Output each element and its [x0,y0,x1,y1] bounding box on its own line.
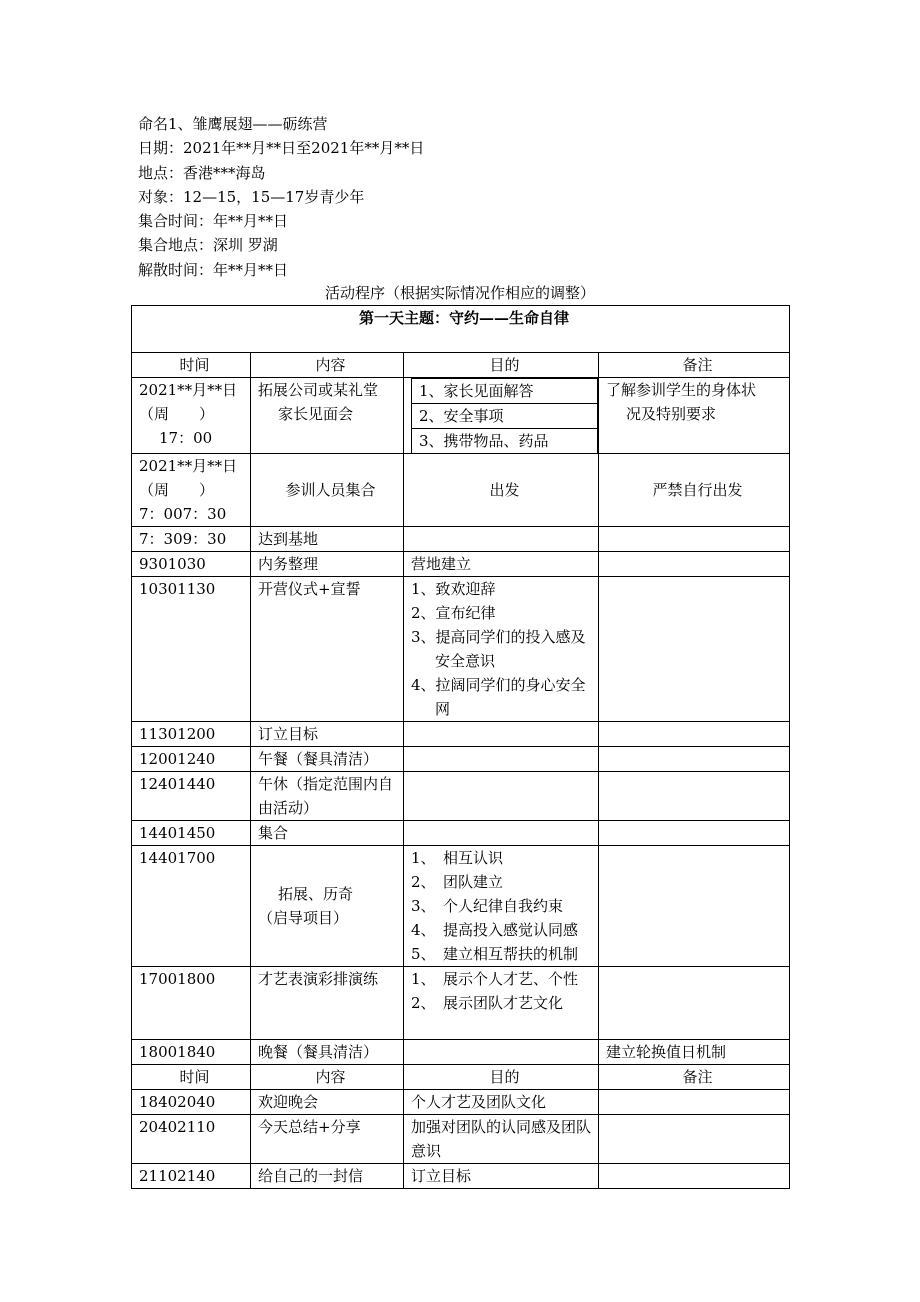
event-target: 对象：12—15，15—17岁青少年 [138,187,365,206]
content-cell: 内务整理 [251,552,404,577]
purpose-item: 2、宣布纪律 [411,604,496,622]
time-cell: 12401440 [132,772,251,821]
purpose-item: 3、提高同学们的投入感及安全意识 [411,628,586,670]
note-cell [599,846,790,967]
note-cell [599,1164,790,1189]
gather-time: 集合时间：年**月**日 [138,212,289,231]
purpose-item: 3、 个人纪律自我约束 [411,897,564,915]
purpose-item: 1、 展示个人才艺、个性 [411,970,579,988]
time-cell: 21102140 [132,1164,251,1189]
note-cell: 建立轮换值日机制 [599,1040,790,1065]
content-cell: 给自己的一封信 [251,1164,404,1189]
note-cell [599,1090,790,1115]
note-cell [599,1115,790,1164]
content-cell: 达到基地 [251,527,404,552]
header-note: 备注 [599,353,790,378]
time-cell: 12001240 [132,747,251,772]
time-cell: 20402110 [132,1115,251,1164]
purpose-item: 5、 建立相互帮扶的机制 [411,945,579,963]
table-row [132,577,790,722]
header-purpose: 目的 [404,1065,599,1090]
note-cell: 严禁自行出发 [599,454,790,527]
purpose-item: 1、家长见面解答 [412,379,598,404]
header-purpose: 目的 [404,353,599,378]
content-cell: 参训人员集合 [251,454,404,527]
header-info [138,112,424,282]
purpose-cell [404,821,599,846]
day-title: 第一天主题：守约——生命自律 [132,306,790,353]
table-row [132,527,790,552]
gather-place: 集合地点：深圳 罗湖 [138,236,278,255]
time-cell: 18402040 [132,1090,251,1115]
header-note: 备注 [599,1065,790,1090]
table-row [132,772,790,821]
table-row [132,821,790,846]
content-cell: 午休（指定范围内自由活动） [251,772,404,821]
content-cell: 拓展公司或某礼堂 家长见面会 [251,378,404,454]
table-row [132,454,790,527]
purpose-cell [404,747,599,772]
header-content: 内容 [251,353,404,378]
note-cell [599,722,790,747]
table-row [132,378,790,454]
time-cell: 2021**月**日 （周 ） 17：00 [132,378,251,454]
time-cell: 9301030 [132,552,251,577]
header-row [132,1065,790,1090]
header-row [132,353,790,378]
purpose-cell [404,527,599,552]
purpose-item: 1、致欢迎辞 [411,580,496,598]
content-cell: 开营仪式+宣誓 [251,577,404,722]
event-date: 日期：2021年**月**日至2021年**月**日 [138,139,425,158]
purpose-cell [404,722,599,747]
table-row [132,1164,790,1189]
content-cell: 订立目标 [251,722,404,747]
schedule-table [131,305,790,1189]
table-row [132,747,790,772]
purpose-item: 2、安全事项 [412,404,598,429]
note-cell [599,821,790,846]
purpose-cell: 营地建立 [404,552,599,577]
note-cell [599,527,790,552]
table-row [132,846,790,967]
note-cell [599,577,790,722]
purpose-cell [404,1040,599,1065]
dismiss-time: 解散时间：年**月**日 [138,260,289,279]
note-cell: 了解参训学生的身体状 况及特别要求 [599,378,790,454]
content-cell: 拓展、历奇 （启导项目） [251,846,404,967]
event-place: 地点：香港***海岛 [138,163,266,182]
day-title-row [132,306,790,353]
time-cell: 17001800 [132,967,251,1040]
note-cell [599,772,790,821]
table-row [132,552,790,577]
table-row [132,1040,790,1065]
note-cell [599,967,790,1040]
header-time: 时间 [132,353,251,378]
purpose-item: 2、 团队建立 [411,873,504,891]
content-cell: 今天总结+分享 [251,1115,404,1164]
purpose-item: 1、 相互认识 [411,849,504,867]
content-cell: 午餐（餐具清洁） [251,747,404,772]
purpose-cell [404,967,599,1040]
time-cell: 14401700 [132,846,251,967]
program-title: 活动程序（根据实际情况作相应的调整） [324,284,595,302]
purpose-cell: 出发 [404,454,599,527]
time-cell: 2021**月**日 （周 ） 7：007：30 [132,454,251,527]
table-row [132,1115,790,1164]
table-row [132,1090,790,1115]
purpose-item: 4、 提高投入感觉认同感 [411,921,579,939]
purpose-cell [404,577,599,722]
purpose-cell: 加强对团队的认同感及团队意识 [404,1115,599,1164]
content-cell: 集合 [251,821,404,846]
note-cell [599,552,790,577]
purpose-cell: 个人才艺及团队文化 [404,1090,599,1115]
time-cell: 7：309：30 [132,527,251,552]
purpose-cell [404,846,599,967]
purpose-item: 2、 展示团队才艺文化 [411,994,564,1012]
content-cell: 晚餐（餐具清洁） [251,1040,404,1065]
content-cell: 欢迎晚会 [251,1090,404,1115]
purpose-item: 4、拉阔同学们的身心安全网 [411,676,586,718]
header-time: 时间 [132,1065,251,1090]
header-content: 内容 [251,1065,404,1090]
content-cell: 才艺表演彩排演练 [251,967,404,1040]
purpose-cell [404,772,599,821]
event-name: 命名1、雏鹰展翅——砺练营 [138,115,328,133]
purpose-item: 3、携带物品、药品 [412,429,598,454]
time-cell: 18001840 [132,1040,251,1065]
time-cell: 11301200 [132,722,251,747]
note-cell [599,747,790,772]
purpose-cell: 订立目标 [404,1164,599,1189]
table-row [132,967,790,1040]
time-cell: 10301130 [132,577,251,722]
table-row [132,722,790,747]
time-cell: 14401450 [132,821,251,846]
purpose-cell [404,378,599,454]
